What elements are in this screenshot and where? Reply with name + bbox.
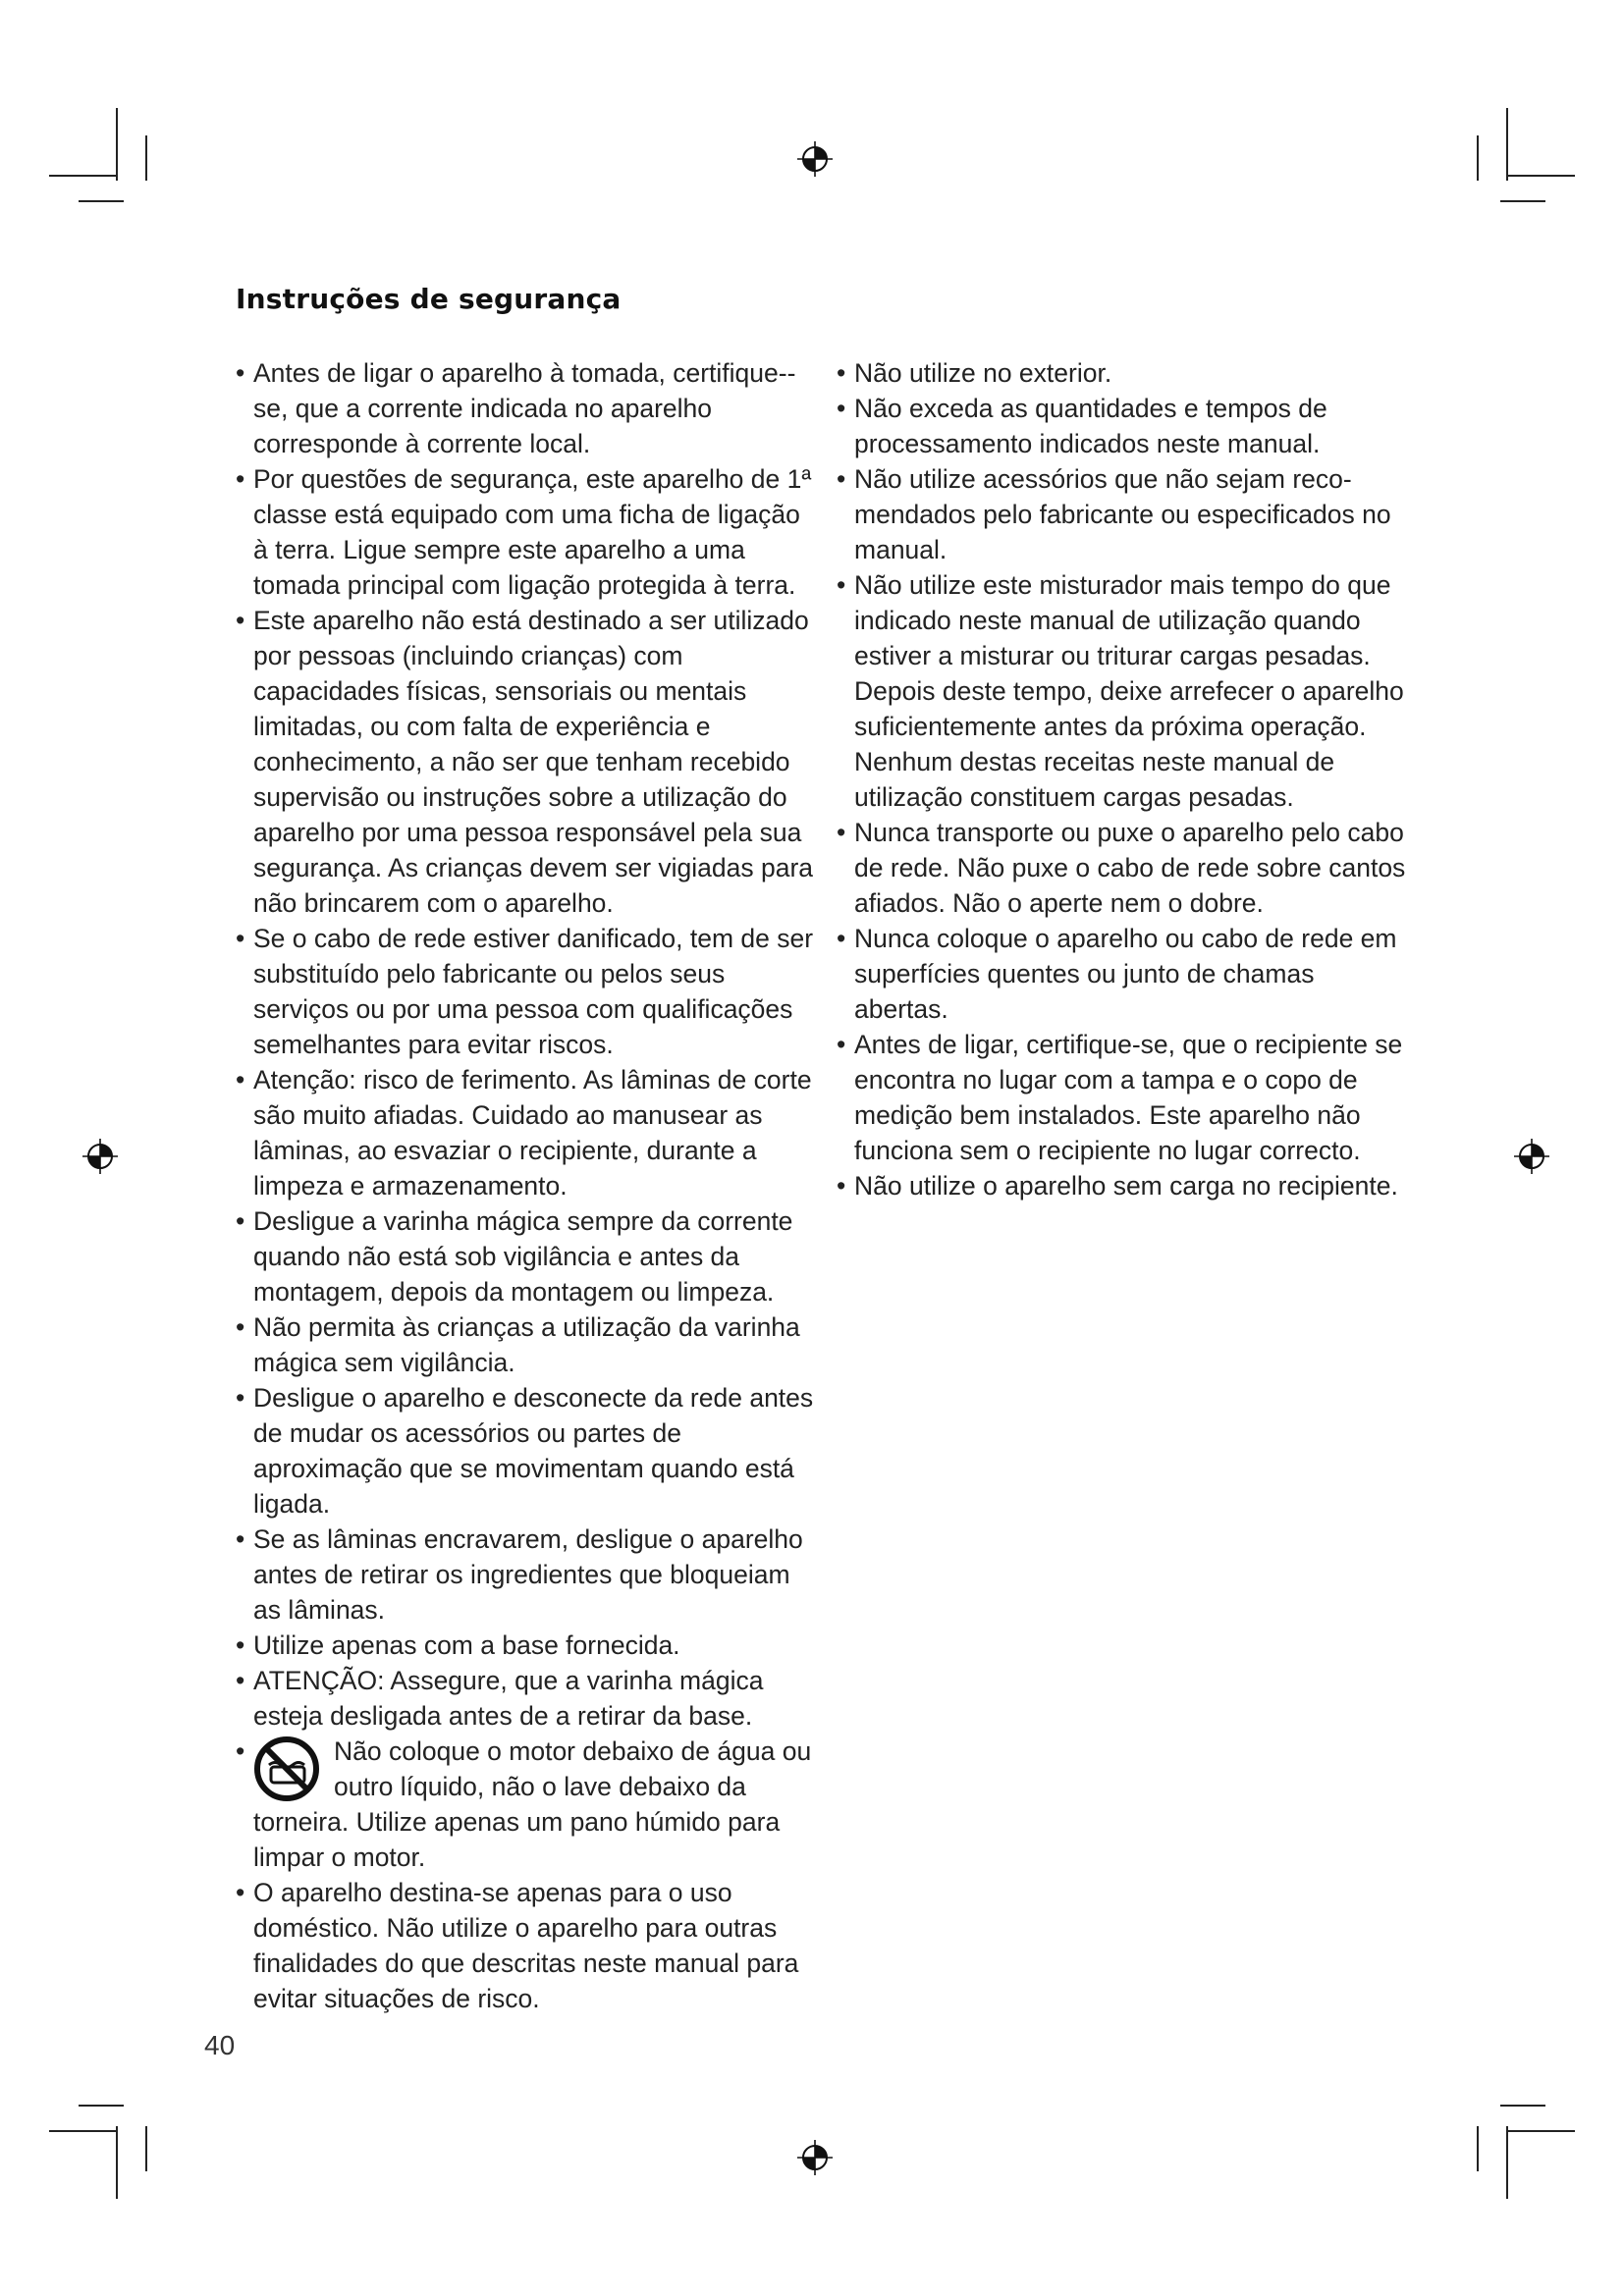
item-text: Utilize apenas com a base fornecida.: [253, 1630, 680, 1660]
item-text: Por questões de segurança, este aparelho de 1ª classe está equipado com uma ficha de ligação à terra. Ligue sempre este aparelho a uma tomada principal com ligação protegida à terra.: [253, 464, 812, 600]
crop-mark: [145, 135, 147, 181]
page-title: Instruções de segurança: [236, 283, 622, 315]
bullet: •: [236, 1524, 245, 1554]
crop-mark: [1506, 2130, 1575, 2132]
item-text: Este aparelho não está destinado a ser utilizado por pessoas (incluindo crianças) com capacidades físicas, sensoriais ou mentais limitadas, ou com falta de experiência e conhecimento, a não ser que tenham recebido supervisão ou instruções sobre a utilização do aparelho por uma pessoa responsável pela sua segurança. As crianças devem ser vigiadas para não brincarem com o aparelho.: [253, 606, 814, 918]
registration-mark-icon: [795, 139, 835, 179]
bullet: •: [837, 1030, 846, 1059]
list-item: [236, 1380, 815, 1522]
bullet: •: [837, 924, 846, 953]
item-text: Não utilize no exterior.: [854, 358, 1112, 388]
list-item: [236, 603, 815, 921]
crop-mark: [79, 200, 124, 202]
bullet: •: [837, 1171, 846, 1201]
bullet: •: [837, 818, 846, 847]
bullet: •: [236, 1206, 245, 1236]
bullet: •: [236, 464, 245, 494]
list-item: [837, 355, 1406, 391]
crop-mark: [49, 175, 118, 177]
item-text: Nunca coloque o aparelho ou cabo de rede em superfícies quentes ou junto de chamas abertas.: [854, 924, 1397, 1024]
list-item: [236, 1875, 815, 2016]
list-item: [837, 921, 1406, 1027]
left-column-list: [236, 355, 815, 2016]
water-warning-icon-wrap: [253, 1734, 330, 1804]
list-item-water-warning: [236, 1734, 815, 1875]
bullet: •: [236, 1736, 245, 1766]
crop-mark: [49, 2130, 118, 2132]
item-text: Não utilize acessórios que não sejam reco-mendados pelo fabricante ou especificados no manual.: [854, 464, 1391, 564]
registration-mark-icon: [1512, 1137, 1551, 1176]
bullet: •: [837, 358, 846, 388]
list-item: [837, 461, 1406, 567]
bullet: •: [236, 1065, 245, 1095]
item-text: Atenção: risco de ferimento. As lâminas de corte são muito afiadas. Cuidado ao manusear as lâminas, ao esvaziar o recipiente, durante a limpeza e armazenamento.: [253, 1065, 812, 1201]
bullet: •: [236, 1630, 245, 1660]
crop-mark: [1506, 108, 1508, 181]
bullet: •: [236, 1383, 245, 1413]
item-text: Antes de ligar, certifique-se, que o recipiente se encontra no lugar com a tampa e o copo de medição bem instalados. Este aparelho não funciona sem o recipiente no lugar correcto.: [854, 1030, 1403, 1165]
list-item: [236, 921, 815, 1062]
list-item: [236, 1663, 815, 1734]
list-item: [236, 355, 815, 461]
page-number: 40: [204, 2030, 236, 2060]
bullet: •: [837, 464, 846, 494]
list-item: [236, 1062, 815, 1203]
registration-mark-icon: [81, 1137, 120, 1176]
item-text: Se o cabo de rede estiver danificado, tem de ser substituído pelo fabricante ou pelos seus serviços ou por uma pessoa com qualificações semelhantes para evitar riscos.: [253, 924, 814, 1059]
registration-mark-icon: [795, 2138, 835, 2177]
item-text: Não permita às crianças a utilização da varinha mágica sem vigilância.: [253, 1312, 800, 1377]
crop-mark: [145, 2126, 147, 2171]
bullet: •: [236, 924, 245, 953]
item-text: Não utilize o aparelho sem carga no recipiente.: [854, 1171, 1398, 1201]
crop-mark: [1500, 2105, 1545, 2107]
item-text: Não utilize este misturador mais tempo do que indicado neste manual de utilização quando estiver a misturar ou triturar cargas pesadas. Depois deste tempo, deixe arrefecer o aparelho suficientemente antes da próxima operação. Nenhum destas receitas neste manual de utilização constituem cargas pesadas.: [854, 570, 1404, 812]
item-text: Desligue o aparelho e desconecte da rede antes de mudar os acessórios ou partes de aproximação que se movimentam quando está ligada.: [253, 1383, 814, 1519]
bullet: •: [236, 1878, 245, 1907]
crop-mark: [1477, 135, 1479, 181]
item-text: Nunca transporte ou puxe o aparelho pelo cabo de rede. Não puxe o cabo de rede sobre cantos afiados. Não o aperte nem o dobre.: [854, 818, 1406, 918]
bullet: •: [236, 1312, 245, 1342]
right-column-list: [837, 355, 1406, 1203]
list-item: [837, 815, 1406, 921]
crop-mark: [116, 2126, 118, 2199]
item-text: Desligue a varinha mágica sempre da corrente quando não está sob vigilância e antes da montagem, depois da montagem ou limpeza.: [253, 1206, 793, 1307]
crop-mark: [1506, 2126, 1508, 2199]
list-item: [837, 1027, 1406, 1168]
bullet: •: [837, 570, 846, 600]
crop-mark: [116, 108, 118, 181]
item-text: O aparelho destina-se apenas para o uso doméstico. Não utilize o aparelho para outras finalidades do que descritas neste manual para evitar situações de risco.: [253, 1878, 799, 2013]
crop-mark: [1477, 2126, 1479, 2171]
list-item: [236, 461, 815, 603]
list-item: [837, 1168, 1406, 1203]
bullet: •: [236, 606, 245, 635]
list-item: [236, 1522, 815, 1628]
item-text: Antes de ligar o aparelho à tomada, certifique--se, que a corrente indicada no aparelho corresponde à corrente local.: [253, 358, 796, 458]
item-text: Não exceda as quantidades e tempos de processamento indicados neste manual.: [854, 394, 1327, 458]
item-text: Não coloque o motor debaixo de água ou outro líquido, não o lave debaixo da torneira. Utilize apenas um pano húmido para limpar o motor.: [253, 1736, 812, 1872]
list-item: [837, 391, 1406, 461]
crop-mark: [1506, 175, 1575, 177]
no-water-immersion-icon: [253, 1734, 324, 1804]
item-text: Se as lâminas encravarem, desligue o aparelho antes de retirar os ingredientes que bloqueiam as lâminas.: [253, 1524, 803, 1625]
list-item: [236, 1203, 815, 1309]
bullet: •: [837, 394, 846, 423]
bullet: •: [236, 358, 245, 388]
list-item: [837, 567, 1406, 815]
list-item: [236, 1309, 815, 1380]
list-item: [236, 1628, 815, 1663]
bullet: •: [236, 1666, 245, 1695]
item-text: ATENÇÃO: Assegure, que a varinha mágica esteja desligada antes de a retirar da base.: [253, 1666, 764, 1731]
crop-mark: [79, 2105, 124, 2107]
crop-mark: [1500, 200, 1545, 202]
